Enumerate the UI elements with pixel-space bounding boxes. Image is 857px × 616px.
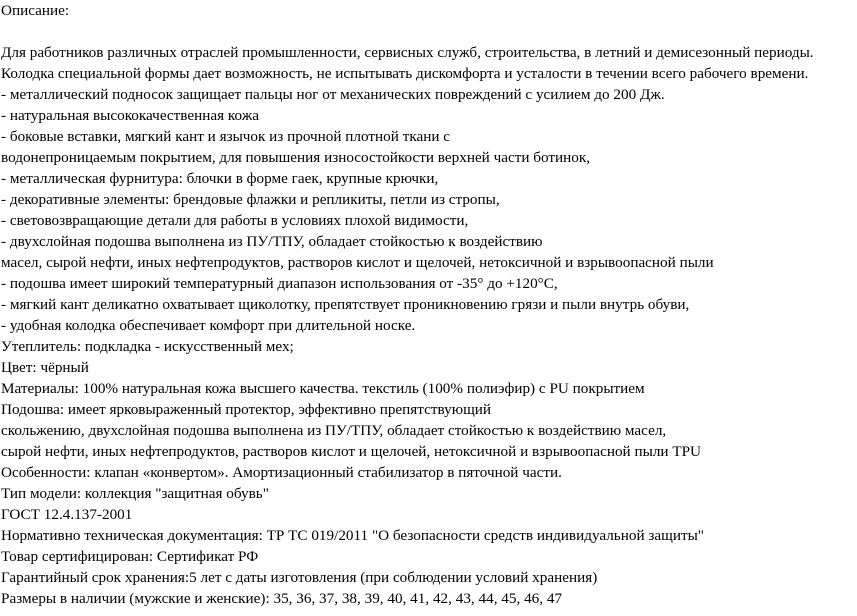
spec-color: Цвет: чёрный (1, 359, 89, 376)
spec-warranty: Гарантийный срок хранения:5 лет с даты изготовления (при соблюдении условий хранения) (1, 569, 598, 586)
spec-certification: Товар сертифицирован: Сертификат РФ (1, 548, 259, 565)
spec-sole-cont-2: сырой нефти, иных нефтепродуктов, растворов кислот и щелочей, нетоксичной и взрывоопасной пыли TPU (1, 443, 702, 460)
feature-collar: - мягкий кант деликатно охватывает щиколотку, препятствует проникновению грязи и пыли внутрь обуви, (1, 296, 690, 313)
feature-hardware: - металлическая фурнитура: блочки в форме гаек, крупные крючки, (1, 170, 439, 187)
spec-model-type: Тип модели: коллекция "защитная обувь" (1, 485, 269, 502)
blank-line (1, 21, 857, 42)
spec-features: Особенности: клапан «конвертом». Амортизационный стабилизатор в пяточной части. (1, 464, 562, 481)
description-heading: Описание: (1, 2, 70, 19)
feature-toecap: - металлический подносок защищает пальцы ног от механических повреждений с усилием до 200 Дж. (1, 86, 665, 103)
spec-regulation: Нормативно техническая документация: ТР ТС 019/2011 "О безопасности средств индивидуальной защиты" (1, 527, 704, 544)
product-description (1, 0, 857, 609)
spec-insulation: Утеплитель: подкладка - искусственный мех; (1, 338, 294, 355)
feature-temperature: - подошва имеет широкий температурный диапазон использования от -35° до +120°С, (1, 275, 558, 292)
feature-reflective: - световозвращающие детали для работы в условиях плохой видимости, (1, 212, 469, 229)
feature-inserts-cont: водонепроницаемым покрытием, для повышения износостойкости верхней части ботинок, (1, 149, 591, 166)
feature-sole: - двухслойная подошва выполнена из ПУ/ТПУ, обладает стойкостью к воздействию (1, 233, 543, 250)
spec-materials: Материалы: 100% натуральная кожа высшего качества. текстиль (100% полиэфир) с PU покрытием (1, 380, 645, 397)
usage-line: Для работников различных отраслей промышленности, сервисных служб, строительства, в летний и демисезонный периоды. (1, 44, 814, 61)
spec-sole-cont: скольжению, двухслойная подошва выполнена из ПУ/ТПУ, обладает стойкостью к воздействию масел, (1, 422, 667, 439)
spec-sizes: Размеры в наличии (мужские и женские): 35, 36, 37, 38, 39, 40, 41, 42, 43, 44, 45, 46, 47 (1, 590, 563, 607)
feature-sole-cont: масел, сырой нефти, иных нефтепродуктов, растворов кислот и щелочей, нетоксичной и взрывоопасной пыли (1, 254, 714, 271)
spec-gost: ГОСТ 12.4.137-2001 (1, 506, 133, 523)
feature-inserts: - боковые вставки, мягкий кант и язычок из прочной плотной ткани с (1, 128, 451, 145)
feature-fit: - удобная колодка обеспечивает комфорт при длительной носке. (1, 317, 416, 334)
feature-decor: - декоративные элементы: брендовые флажки и репликиты, петли из стропы, (1, 191, 500, 208)
feature-leather: - натуральная высококачественная кожа (1, 107, 259, 124)
spec-sole: Подошва: имеет ярковыраженный протектор, эффективно препятствующий (1, 401, 492, 418)
last-comfort-line: Колодка специальной формы дает возможность, не испытывать дискомфорта и усталости в течении всего рабочего времени. (1, 65, 809, 82)
